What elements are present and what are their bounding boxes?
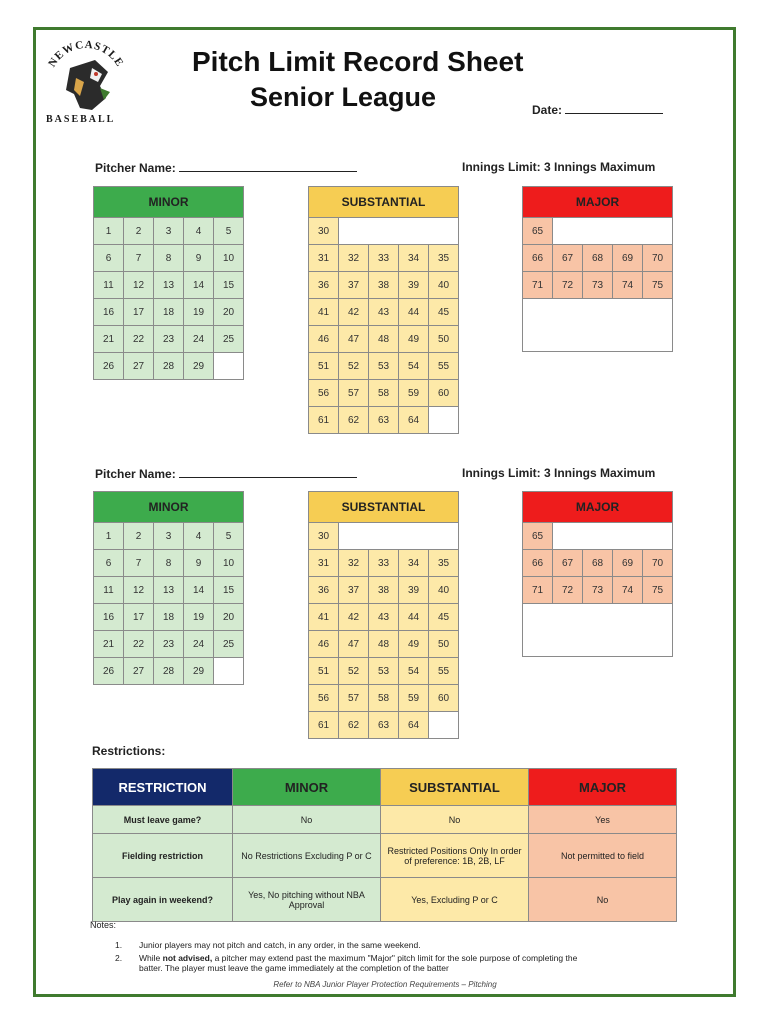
substantial-grid <box>308 186 459 434</box>
pitch-cell[interactable]: 35 <box>429 550 459 577</box>
blank-cell <box>553 523 673 550</box>
pitch-cell[interactable]: 12 <box>124 272 154 299</box>
substantial-cell: Yes, Excluding P or C <box>381 878 529 922</box>
restriction-row-label: Play again in weekend? <box>93 878 233 922</box>
pitch-cell[interactable]: 72 <box>553 272 583 299</box>
pitch-cell[interactable]: 12 <box>124 577 154 604</box>
pitch-cell[interactable]: 3 <box>154 218 184 245</box>
pitch-cell[interactable]: 58 <box>369 380 399 407</box>
pitch-cell[interactable]: 32 <box>339 245 369 272</box>
pitch-cell[interactable]: 28 <box>154 658 184 685</box>
logo-bottom-text: BASEBALL <box>46 114 116 125</box>
minor-cell: Yes, No pitching without NBA Approval <box>233 878 381 922</box>
major-cell: No <box>529 878 677 922</box>
pitch-cell[interactable]: 75 <box>643 577 673 604</box>
innings-limit: Innings Limit: 3 Innings Maximum <box>462 466 656 480</box>
minor-cell: No Restrictions Excluding P or C <box>233 834 381 878</box>
pitch-cell[interactable]: 59 <box>399 380 429 407</box>
pitch-cell[interactable]: 15 <box>214 577 244 604</box>
pitch-cell[interactable]: 30 <box>309 523 339 550</box>
pitch-cell[interactable]: 9 <box>184 245 214 272</box>
pitch-cell[interactable]: 23 <box>154 326 184 353</box>
blank-cell <box>214 658 244 685</box>
pitch-cell[interactable]: 64 <box>399 407 429 434</box>
pitch-cell[interactable]: 19 <box>184 604 214 631</box>
major-cell: Yes <box>529 806 677 834</box>
pitch-cell[interactable]: 67 <box>553 550 583 577</box>
major-grid <box>522 491 673 657</box>
pitch-cell[interactable]: 53 <box>369 353 399 380</box>
substantial-header: SUBSTANTIAL <box>309 187 459 218</box>
blank-cell <box>523 299 673 352</box>
note-text-pre: While <box>139 953 163 963</box>
pitch-cell[interactable]: 13 <box>154 577 184 604</box>
pitch-cell[interactable]: 39 <box>399 272 429 299</box>
pitch-cell[interactable]: 30 <box>309 218 339 245</box>
pitch-cell[interactable]: 65 <box>523 218 553 245</box>
pitch-cell[interactable]: 71 <box>523 577 553 604</box>
note-text: Junior players may not pitch and catch, in any order, in the same weekend. <box>139 940 421 950</box>
pitch-cell[interactable]: 41 <box>309 299 339 326</box>
pitch-cell[interactable]: 2 <box>124 523 154 550</box>
pitch-cell[interactable]: 44 <box>399 604 429 631</box>
pitch-cell[interactable]: 36 <box>309 577 339 604</box>
pitch-cell[interactable]: 68 <box>583 550 613 577</box>
pitch-cell[interactable]: 43 <box>369 604 399 631</box>
notes-label: Notes: <box>90 920 117 930</box>
pitch-cell[interactable]: 72 <box>553 577 583 604</box>
pitch-cell[interactable]: 1 <box>94 218 124 245</box>
pitch-cell[interactable]: 11 <box>94 577 124 604</box>
page-subtitle: Senior League <box>250 82 437 112</box>
pitch-cell[interactable]: 27 <box>124 353 154 380</box>
pitch-cell[interactable]: 66 <box>523 245 553 272</box>
pitch-cell[interactable]: 19 <box>184 299 214 326</box>
pitch-cell[interactable]: 46 <box>309 326 339 353</box>
minor-col-header: MINOR <box>233 769 381 806</box>
pitch-cell[interactable]: 38 <box>369 577 399 604</box>
pitch-cell[interactable]: 70 <box>643 550 673 577</box>
pitch-cell[interactable]: 33 <box>369 550 399 577</box>
note-number: 2. <box>115 953 123 963</box>
restrictions-table <box>92 768 677 922</box>
pitch-cell[interactable]: 46 <box>309 631 339 658</box>
minor-header: MINOR <box>94 187 244 218</box>
pitch-cell[interactable]: 4 <box>184 523 214 550</box>
pitch-cell[interactable]: 5 <box>214 218 244 245</box>
major-col-header: MAJOR <box>529 769 677 806</box>
minor-header: MINOR <box>94 492 244 523</box>
pitch-cell[interactable]: 66 <box>523 550 553 577</box>
pitch-cell[interactable]: 65 <box>523 523 553 550</box>
pitch-cell[interactable]: 35 <box>429 245 459 272</box>
pitch-cell[interactable]: 70 <box>643 245 673 272</box>
pitch-cell[interactable]: 27 <box>124 658 154 685</box>
pitch-cell[interactable]: 21 <box>94 326 124 353</box>
pitch-cell[interactable]: 51 <box>309 658 339 685</box>
pitch-cell[interactable]: 56 <box>309 685 339 712</box>
pitch-cell[interactable]: 71 <box>523 272 553 299</box>
pitch-cell[interactable]: 6 <box>94 245 124 272</box>
pitch-cell[interactable]: 14 <box>184 577 214 604</box>
pitch-cell[interactable]: 40 <box>429 577 459 604</box>
pitch-cell[interactable]: 36 <box>309 272 339 299</box>
pitch-cell[interactable]: 32 <box>339 550 369 577</box>
pitch-cell[interactable]: 24 <box>184 326 214 353</box>
pitch-cell[interactable]: 34 <box>399 550 429 577</box>
pitch-cell[interactable]: 31 <box>309 245 339 272</box>
pitch-cell[interactable]: 15 <box>214 272 244 299</box>
innings-limit: Innings Limit: 3 Innings Maximum <box>462 160 656 174</box>
pitch-cell[interactable]: 45 <box>429 604 459 631</box>
pitch-cell[interactable]: 31 <box>309 550 339 577</box>
pitch-cell[interactable]: 64 <box>399 712 429 739</box>
note-text: a pitcher may extend past the maximum "Major" pitch limit for the sole purpose of completing the <box>212 953 578 963</box>
minor-grid <box>93 186 244 380</box>
pitch-cell[interactable]: 62 <box>339 712 369 739</box>
restriction-row-label: Must leave game? <box>93 806 233 834</box>
pitch-cell[interactable]: 47 <box>339 326 369 353</box>
pitch-cell[interactable]: 1 <box>94 523 124 550</box>
note-item <box>115 940 421 950</box>
pitch-cell[interactable]: 6 <box>94 550 124 577</box>
date-label: Date: <box>532 103 563 117</box>
pitch-cell[interactable]: 9 <box>184 550 214 577</box>
pitch-cell[interactable]: 26 <box>94 658 124 685</box>
pitch-cell[interactable]: 29 <box>184 353 214 380</box>
pitch-cell[interactable]: 57 <box>339 685 369 712</box>
blank-cell <box>214 353 244 380</box>
pitch-cell[interactable]: 54 <box>399 658 429 685</box>
pitch-cell[interactable]: 57 <box>339 380 369 407</box>
pitch-cell[interactable]: 52 <box>339 353 369 380</box>
pitcher-name-label: Pitcher Name: <box>95 161 176 175</box>
blank-cell <box>553 218 673 245</box>
svg-text:NEWCASTLE: NEWCASTLE <box>46 38 126 70</box>
major-header: MAJOR <box>523 492 673 523</box>
pitch-cell[interactable]: 7 <box>124 245 154 272</box>
pitch-cell[interactable]: 48 <box>369 326 399 353</box>
pitch-cell[interactable]: 73 <box>583 272 613 299</box>
blank-cell <box>523 604 673 657</box>
pitch-cell[interactable]: 37 <box>339 577 369 604</box>
pitch-cell[interactable]: 2 <box>124 218 154 245</box>
pitch-cell[interactable]: 24 <box>184 631 214 658</box>
note-emphasis: not advised, <box>162 953 213 963</box>
pitch-cell[interactable]: 69 <box>613 245 643 272</box>
date-field[interactable] <box>532 102 663 117</box>
substantial-cell: Restricted Positions Only In order of preference: 1B, 2B, LF <box>381 834 529 878</box>
pitch-cell[interactable]: 45 <box>429 299 459 326</box>
pitch-cell[interactable]: 25 <box>214 631 244 658</box>
substantial-col-header: SUBSTANTIAL <box>381 769 529 806</box>
pitch-cell[interactable]: 75 <box>643 272 673 299</box>
pitch-cell[interactable]: 29 <box>184 658 214 685</box>
pitch-cell[interactable]: 11 <box>94 272 124 299</box>
pitch-cell[interactable]: 34 <box>399 245 429 272</box>
pitch-cell[interactable]: 5 <box>214 523 244 550</box>
restriction-row-label: Fielding restriction <box>93 834 233 878</box>
minor-cell: No <box>233 806 381 834</box>
pitch-cell[interactable]: 20 <box>214 604 244 631</box>
pitch-cell[interactable]: 74 <box>613 272 643 299</box>
date-line[interactable] <box>565 102 663 114</box>
pitch-cell[interactable]: 22 <box>124 326 154 353</box>
major-cell: Not permitted to field <box>529 834 677 878</box>
pitch-cell[interactable]: 60 <box>429 685 459 712</box>
pitch-cell[interactable]: 10 <box>214 245 244 272</box>
pitch-cell[interactable]: 25 <box>214 326 244 353</box>
pitch-cell[interactable]: 8 <box>154 245 184 272</box>
pitcher-name-field[interactable] <box>95 160 357 175</box>
pitch-cell[interactable]: 50 <box>429 326 459 353</box>
restriction-col-header: RESTRICTION <box>93 769 233 806</box>
pitch-cell[interactable]: 61 <box>309 407 339 434</box>
pitch-cell[interactable]: 52 <box>339 658 369 685</box>
pitch-cell[interactable]: 21 <box>94 631 124 658</box>
restrictions-label: Restrictions: <box>92 744 166 758</box>
pitch-cell[interactable]: 37 <box>339 272 369 299</box>
pitch-cell[interactable]: 55 <box>429 353 459 380</box>
pitch-cell[interactable]: 42 <box>339 604 369 631</box>
pitch-cell[interactable]: 49 <box>399 631 429 658</box>
note-text-continued: batter. The player must leave the game immediately at the completion of the batter <box>139 963 449 973</box>
pitch-cell[interactable]: 61 <box>309 712 339 739</box>
minor-grid <box>93 491 244 685</box>
pitch-cell[interactable]: 26 <box>94 353 124 380</box>
pitch-cell[interactable]: 33 <box>369 245 399 272</box>
substantial-grid <box>308 491 459 739</box>
pitch-cell[interactable]: 16 <box>94 604 124 631</box>
pitch-cell[interactable]: 16 <box>94 299 124 326</box>
pitch-cell[interactable]: 20 <box>214 299 244 326</box>
pitch-cell[interactable]: 68 <box>583 245 613 272</box>
note-item <box>115 953 577 973</box>
pitch-cell[interactable]: 3 <box>154 523 184 550</box>
substantial-header: SUBSTANTIAL <box>309 492 459 523</box>
pitch-cell[interactable]: 54 <box>399 353 429 380</box>
pitch-cell[interactable]: 55 <box>429 658 459 685</box>
pitch-cell[interactable]: 14 <box>184 272 214 299</box>
pitch-cell[interactable]: 10 <box>214 550 244 577</box>
pitch-cell[interactable]: 58 <box>369 685 399 712</box>
major-grid <box>522 186 673 352</box>
pitch-cell[interactable]: 17 <box>124 604 154 631</box>
pitch-cell[interactable]: 13 <box>154 272 184 299</box>
pitch-cell[interactable]: 74 <box>613 577 643 604</box>
pitcher-name-field[interactable] <box>95 466 357 481</box>
pitch-cell[interactable]: 44 <box>399 299 429 326</box>
blank-cell <box>339 218 459 245</box>
pitch-cell[interactable]: 53 <box>369 658 399 685</box>
page-title: Pitch Limit Record Sheet <box>192 46 524 77</box>
pitch-cell[interactable]: 41 <box>309 604 339 631</box>
pitch-cell[interactable]: 18 <box>154 604 184 631</box>
pitch-cell[interactable]: 38 <box>369 272 399 299</box>
pitch-cell[interactable]: 4 <box>184 218 214 245</box>
pitch-cell[interactable]: 51 <box>309 353 339 380</box>
pitch-cell[interactable]: 42 <box>339 299 369 326</box>
pitch-cell[interactable]: 28 <box>154 353 184 380</box>
pitch-cell[interactable]: 69 <box>613 550 643 577</box>
pitch-cell[interactable]: 8 <box>154 550 184 577</box>
pitch-cell[interactable]: 39 <box>399 577 429 604</box>
pitch-cell[interactable]: 17 <box>124 299 154 326</box>
pitch-cell[interactable]: 67 <box>553 245 583 272</box>
pitch-cell[interactable]: 18 <box>154 299 184 326</box>
pitch-cell[interactable]: 40 <box>429 272 459 299</box>
pitch-cell[interactable]: 49 <box>399 326 429 353</box>
blank-cell <box>429 407 459 434</box>
pitcher-name-line[interactable] <box>179 160 357 172</box>
pitcher-name-label: Pitcher Name: <box>95 467 176 481</box>
pitch-cell[interactable]: 59 <box>399 685 429 712</box>
pitch-cell[interactable]: 48 <box>369 631 399 658</box>
pitch-cell[interactable]: 47 <box>339 631 369 658</box>
note-number: 1. <box>115 940 123 950</box>
pitch-cell[interactable]: 22 <box>124 631 154 658</box>
pitch-cell[interactable]: 73 <box>583 577 613 604</box>
pitch-cell[interactable]: 43 <box>369 299 399 326</box>
major-header: MAJOR <box>523 187 673 218</box>
pitch-cell[interactable]: 7 <box>124 550 154 577</box>
pitch-cell[interactable]: 60 <box>429 380 459 407</box>
pitch-cell[interactable]: 63 <box>369 712 399 739</box>
blank-cell <box>429 712 459 739</box>
substantial-cell: No <box>381 806 529 834</box>
pitch-cell[interactable]: 50 <box>429 631 459 658</box>
pitch-cell[interactable]: 63 <box>369 407 399 434</box>
pitch-cell[interactable]: 62 <box>339 407 369 434</box>
pitcher-name-line[interactable] <box>179 466 357 478</box>
blank-cell <box>339 523 459 550</box>
pitch-cell[interactable]: 56 <box>309 380 339 407</box>
footer-reference: Refer to NBA Junior Player Protection Requirements – Pitching <box>273 980 497 989</box>
pitch-cell[interactable]: 23 <box>154 631 184 658</box>
